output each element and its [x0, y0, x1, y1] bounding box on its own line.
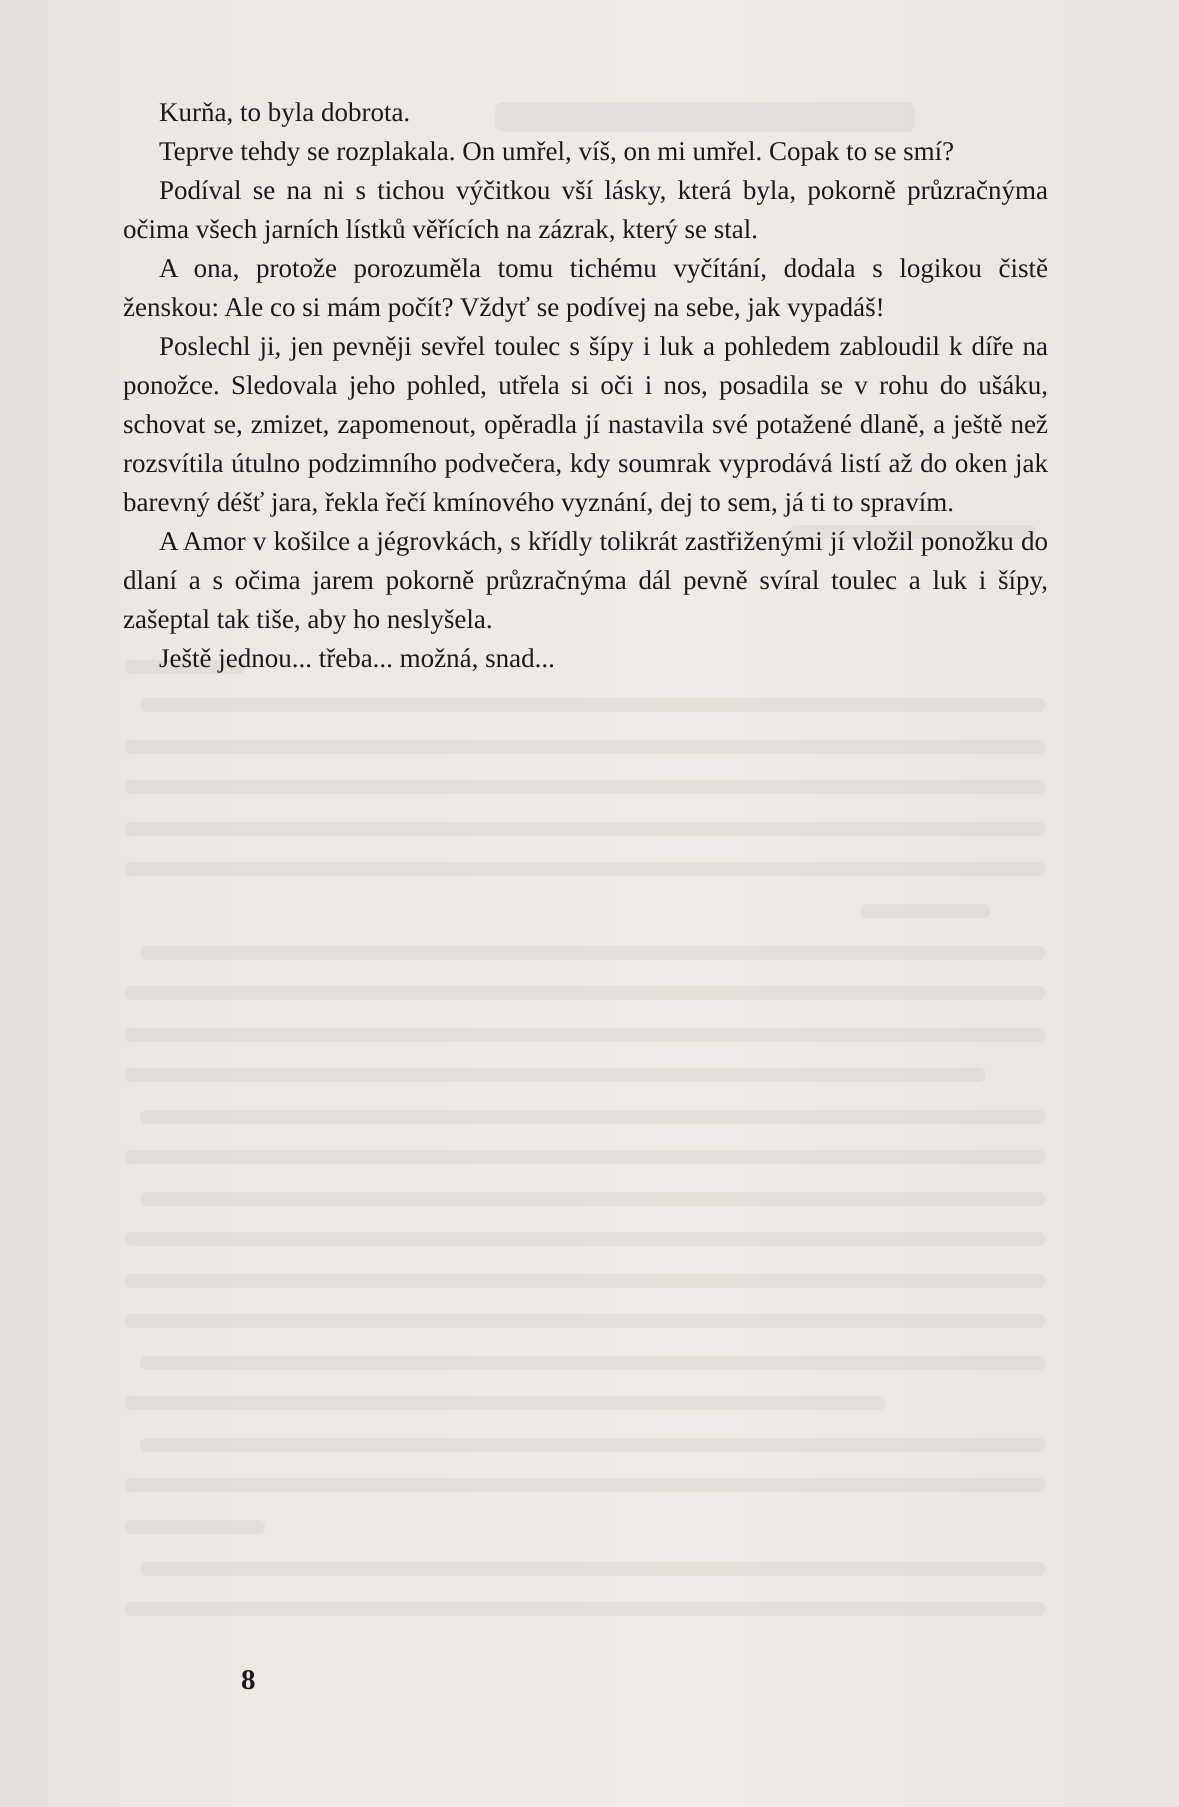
paragraph: Kurňa, to byla dobrota. [159, 97, 411, 127]
paragraph: Ještě jednou... třeba... možná, snad... [159, 643, 555, 673]
paragraph: A ona, protože porozuměla tomu tichému vyčítání, dodala s logikou čistě ženskou: Ale co si mám počít? Vždyť se podívej na sebe, jak vypadáš! [123, 253, 1048, 322]
main-text [123, 93, 1048, 678]
page-number: 8 [241, 1664, 256, 1696]
paragraph: Poslechl ji, jen pevněji sevřel toulec s šípy i luk a pohledem zabloudil k díře na ponožce. Sledovala jeho pohled, utřela si oči i nos, posadila se v rohu do ušáku, schovat se, zmizet, zapomenout, opěradla jí nastavila své potažené dlaně, a ještě než rozsvítila útulno podzimního podvečera, kdy soumrak vyprodává listí až do oken jak barevný déšť jara, řekla řečí kmínového vyznání, dej to sem, já ti to spravím. [123, 331, 1048, 517]
paragraph: Podíval se na ni s tichou výčitkou vší lásky, která byla, pokorně průzračnýma očima všech jarních lístků věřících na zázrak, který se stal. [123, 175, 1048, 244]
paragraph: A Amor v košilce a jégrovkách, s křídly tolikrát zastřiženými jí vložil ponožku do dlaní a s očima jarem pokorně průzračnýma dál pevně svíral toulec a luk i šípy, zašeptal tak tiše, aby ho neslyšela. [123, 526, 1048, 634]
paragraph: Teprve tehdy se rozplakala. On umřel, víš, on mi umřel. Copak to se smí? [159, 136, 955, 166]
